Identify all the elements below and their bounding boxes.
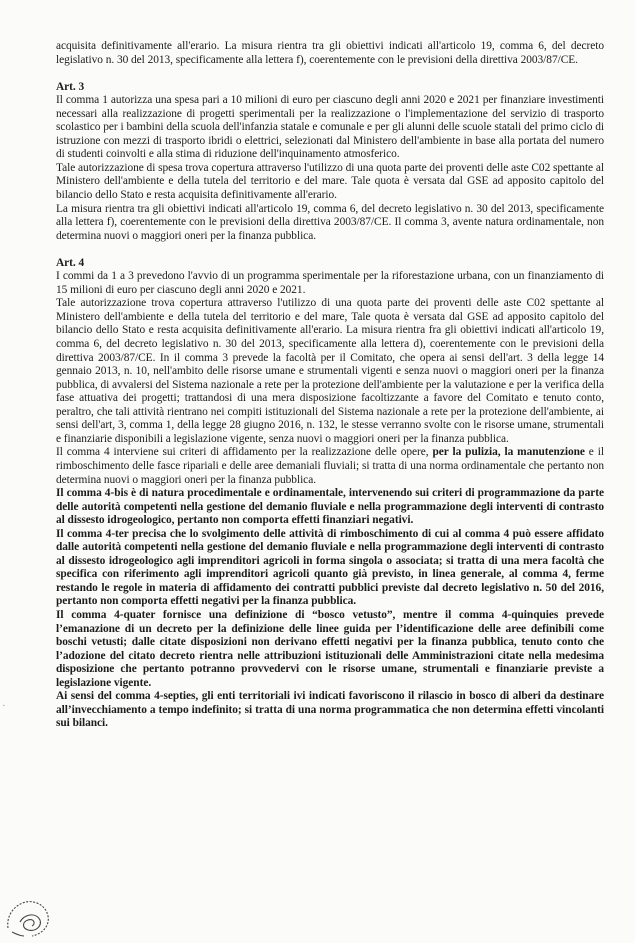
paragraph: Il comma 1 autorizza una spesa pari a 10 milioni di euro per ciascuno degli anni 2020 e 2021 per finanziare investimenti necessari alla realizzazione di progetti sperimentali per la realizzazione o l'implementazione del servizio di trasporto scolastico per i bambini della scuola dell'infanzia statale e comunale e per gli alunni delle scuole statali del primo ciclo di istruzione con mezzi di trasporto ibridi o elettrici, selezionati dal Ministero dell'ambiente in base alla portata del numero di studenti coinvolti e alla stima di riduzione dell'inquinamento atmosferico. [56,94,604,161]
margin-mark: · [2,700,6,712]
text-run: e il rimboschimento delle fasce ripariali e delle aree demaniali fluviali; si tratta di una norma ordinamentale che pertanto non determina nuovi o maggiori oneri per la finanza pubblica. [56,446,604,486]
bold-paragraph: Il comma 4-bis è di natura procedimentale e ordinamentale, intervenendo sui criteri di programmazione da parte delle autorità competenti nella gestione del demanio fluviale e nella programmazione degli interventi di contrasto al dissesto idrogeologico, pertanto non comporta effetti finanziari negativi. [56,487,604,527]
paragraph-spacer [56,243,604,257]
paragraph: La misura rientra tra gli obiettivi indicati all'articolo 19, comma 6, del decreto legislativo n. 30 del 2013, specificamente alla lettera f), coerentemente con le previsioni della direttiva 2003/87/CE. Il comma 3, avente natura ordinamentale, non determina nuovi o maggiori oneri per la finanza pubblica. [56,202,604,242]
bold-paragraph: Il comma 4-ter precisa che lo svolgimento delle attività di rimboschimento di cui al comma 4 può essere affidato dalle autorità competenti nella gestione del demanio fluviale e nella programmazione degli interventi di contrasto al dissesto idrogeologico agli imprenditori agricoli in forma singola o associata; si tratta di una mera facoltà che specifica con riferimento agli imprenditori agricoli quanto già previsto, in linea generale, al comma 4, ferme restando le regole in materia di affidamento dei contratti pubblici previste dal decreto legislativo n. 50 del 2016, pertanto non comporta effetti negativi per la finanza pubblica. [56,527,604,608]
paragraph: Tale autorizzazione di spesa trova copertura attraverso l'utilizzo di una quota parte dei proventi delle aste C02 spettante al Ministero dell'ambiente e della tutela del territorio e del mare. Tale quota è versata dal GSE ad apposito capitolo del bilancio dello Stato e resta acquisita definitivamente all'erario. [56,161,604,202]
article-heading: Art. 4 [56,256,85,269]
paragraph: I commi da 1 a 3 prevedono l'avvio di un programma sperimentale per la riforestazione urbana, con un finanziamento di 15 milioni di euro per ciascuno degli anni 2020 e 2021. [56,270,604,296]
official-stamp-mark [2,884,60,940]
paragraph [56,446,604,487]
article-heading: Art. 3 [56,80,85,93]
bold-text-run: per la pulizia, la manutenzione [432,446,585,459]
paragraph: acquisita definitivamente all'erario. La misura rientra tra gli obiettivi indicati all'articolo 19, comma 6, del decreto legislativo n. 30 del 2013, specificamente alla lettera f), coerentemente con le previsioni della direttiva 2003/87/CE. [56,40,604,66]
paragraph: Tale autorizzazione trova copertura attraverso l'utilizzo di una quota parte dei proventi delle aste C02 spettante al Ministero dell'ambiente e della tutela del territorio e del mare, Tale quota è versata dal GSE ad apposito capitolo del bilancio dello Stato e resta acquisita definitivamente all'erario. La misura rientra fra gli obiettivi indicati all'articolo 19, comma 6, del decreto legislativo n. 30 del 2013, specificamente alla lettera d), coerentemente con le previsioni della direttiva 2003/87/CE. In il comma 3 prevede la facoltà per il Comitato, che opera ai sensi dell'art. 3 della legge 14 gennaio 2013, n. 10, nell'ambito delle risorse umane e strumentali vigenti e senza nuovi o maggiori oneri per la finanza pubblica, di avvalersi del Sistema nazionale a rete per la protezione dell'ambiente per la valutazione e per la verifica della fase attuativa dei progetti; trattandosi di una mera disposizione facoltizzante a favore del Comitato e tenuto conto, peraltro, che tali attività rientrano nei compiti istituzionali del Sistema nazionale a rete per la protezione dell'ambiente, ai sensi dell'art, 3, comma 1, della legge 28 giugno 2016, n. 132, le stesse verranno svolte con le risorse umane, strumentali e finanziarie disponibili a legislazione vigente, senza nuovi o maggiori oneri per la finanza pubblica. [56,297,604,445]
document-body [56,40,604,731]
bold-paragraph: Il comma 4-quater fornisce una definizione di “bosco vetusto”, mentre il comma 4-quinquies prevede l’emanazione di un decreto per la definizione delle linee guida per l’identificazione delle aree definibili come boschi vetusti; dalle citate disposizioni non derivano effetti negativi per la finanza pubblica, tenuto conto che l’adozione del citato decreto rientra nelle attribuzioni istituzionali delle Amministrazioni citate nella medesima disposizione che pertanto potranno provvedervi con le risorse umane, strumentali e finanziarie previste a legislazione vigente. [56,608,604,689]
paragraph-spacer [56,67,604,81]
bold-paragraph: Ai sensi del comma 4-septies, gli enti territoriali ivi indicati favoriscono il rilascio in bosco di alberi da destinare all’invecchiamento a tempo indefinito; si tratta di una norma programmatica che non determina effetti vincolanti sui bilanci. [56,690,604,730]
text-run: Il comma 4 interviene sui criteri di affidamento per la realizzazione delle opere, [56,446,433,459]
